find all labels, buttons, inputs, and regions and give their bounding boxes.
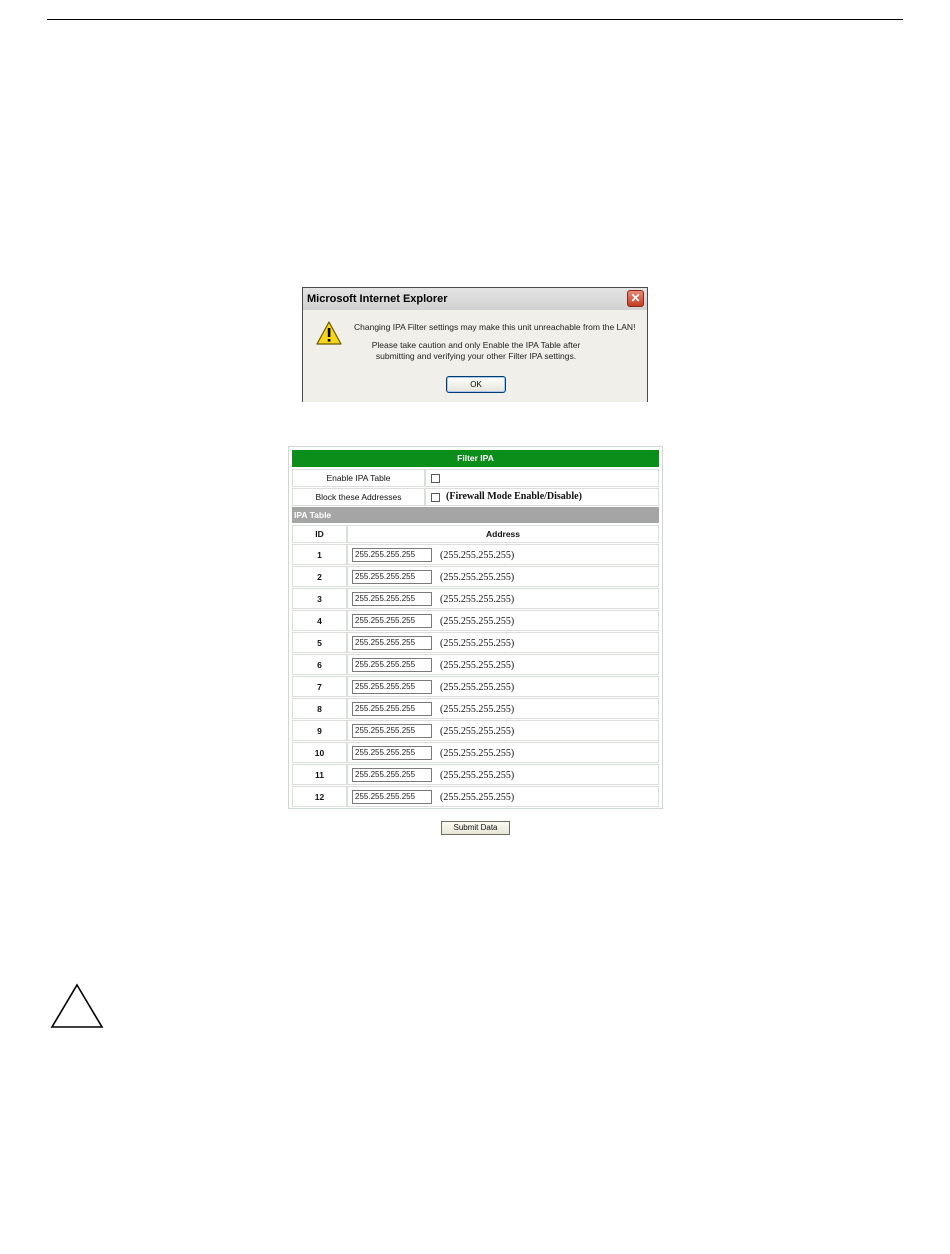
ipa-row-address-cell (347, 676, 659, 697)
ip-format-hint: (255.255.255.255) (440, 616, 515, 627)
address-column-header: Address (347, 525, 659, 543)
ipa-row-address-cell (347, 588, 659, 609)
ipa-row-id: 2 (292, 566, 347, 587)
ipa-row-id: 11 (292, 764, 347, 785)
ip-address-input[interactable]: 255.255.255.255 (352, 592, 432, 606)
dialog-message-primary: Changing IPA Filter settings may make this unit unreachable from the LAN! (354, 322, 636, 332)
dialog-message-secondary (303, 340, 649, 362)
ip-format-hint: (255.255.255.255) (440, 704, 515, 715)
ipa-row-id: 8 (292, 698, 347, 719)
ipa-row-address-cell (347, 764, 659, 785)
ipa-row-id: 9 (292, 720, 347, 741)
dialog-message-line: submitting and verifying your other Filter IPA settings. (375, 351, 577, 361)
dialog-body (303, 310, 647, 402)
ip-address-input[interactable]: 255.255.255.255 (352, 680, 432, 694)
ipa-row-address-cell (347, 720, 659, 741)
ipa-row-id: 10 (292, 742, 347, 763)
ip-address-input[interactable]: 255.255.255.255 (352, 746, 432, 760)
filter-ipa-form (288, 446, 663, 809)
ipa-row-id: 6 (292, 654, 347, 675)
form-header: Filter IPA (292, 450, 659, 467)
top-rule (47, 19, 903, 20)
ip-format-hint: (255.255.255.255) (440, 748, 515, 759)
ipa-row-address-cell (347, 544, 659, 565)
caution-triangle-icon (50, 983, 104, 1029)
ipa-row-address-cell (347, 566, 659, 587)
ip-format-hint: (255.255.255.255) (440, 638, 515, 649)
ipa-row-id: 5 (292, 632, 347, 653)
enable-ipa-cell (425, 469, 659, 487)
ip-address-input[interactable]: 255.255.255.255 (352, 636, 432, 650)
ipa-row-address-cell (347, 610, 659, 631)
block-addresses-label: Block these Addresses (292, 488, 425, 506)
enable-ipa-checkbox[interactable] (431, 474, 440, 483)
ie-alert-dialog (302, 287, 648, 402)
ip-address-input[interactable]: 255.255.255.255 (352, 570, 432, 584)
dialog-titlebar (303, 288, 647, 310)
dialog-message-line: Please take caution and only Enable the IPA Table after (371, 340, 581, 350)
close-icon[interactable]: ✕ (627, 290, 644, 307)
ip-format-hint: (255.255.255.255) (440, 594, 515, 605)
enable-ipa-label: Enable IPA Table (292, 469, 425, 487)
ipa-row-address-cell (347, 786, 659, 807)
ip-address-input[interactable]: 255.255.255.255 (352, 724, 432, 738)
ip-format-hint: (255.255.255.255) (440, 726, 515, 737)
ipa-row-address-cell (347, 654, 659, 675)
ip-address-input[interactable]: 255.255.255.255 (352, 768, 432, 782)
block-addresses-cell (425, 488, 659, 506)
block-addresses-checkbox[interactable] (431, 493, 440, 502)
ip-address-input[interactable]: 255.255.255.255 (352, 658, 432, 672)
ipa-row-id: 4 (292, 610, 347, 631)
submit-data-button[interactable]: Submit Data (441, 821, 510, 835)
ip-address-input[interactable]: 255.255.255.255 (352, 790, 432, 804)
firewall-mode-text: (Firewall Mode Enable/Disable) (446, 491, 582, 502)
id-column-header: ID (292, 525, 347, 543)
ip-address-input[interactable]: 255.255.255.255 (352, 614, 432, 628)
ipa-table-header: IPA Table (292, 507, 659, 523)
ipa-row-address-cell (347, 632, 659, 653)
ip-address-input[interactable]: 255.255.255.255 (352, 548, 432, 562)
ipa-row-id: 3 (292, 588, 347, 609)
ipa-row-address-cell (347, 742, 659, 763)
ipa-row-address-cell (347, 698, 659, 719)
ip-format-hint: (255.255.255.255) (440, 770, 515, 781)
ip-format-hint: (255.255.255.255) (440, 572, 515, 583)
dialog-title: Microsoft Internet Explorer (307, 293, 448, 305)
ip-format-hint: (255.255.255.255) (440, 792, 515, 803)
ip-format-hint: (255.255.255.255) (440, 550, 515, 561)
ipa-row-id: 7 (292, 676, 347, 697)
ok-button[interactable]: OK (446, 376, 506, 393)
ip-format-hint: (255.255.255.255) (440, 660, 515, 671)
ip-address-input[interactable]: 255.255.255.255 (352, 702, 432, 716)
ipa-row-id: 12 (292, 786, 347, 807)
ip-format-hint: (255.255.255.255) (440, 682, 515, 693)
ipa-row-id: 1 (292, 544, 347, 565)
